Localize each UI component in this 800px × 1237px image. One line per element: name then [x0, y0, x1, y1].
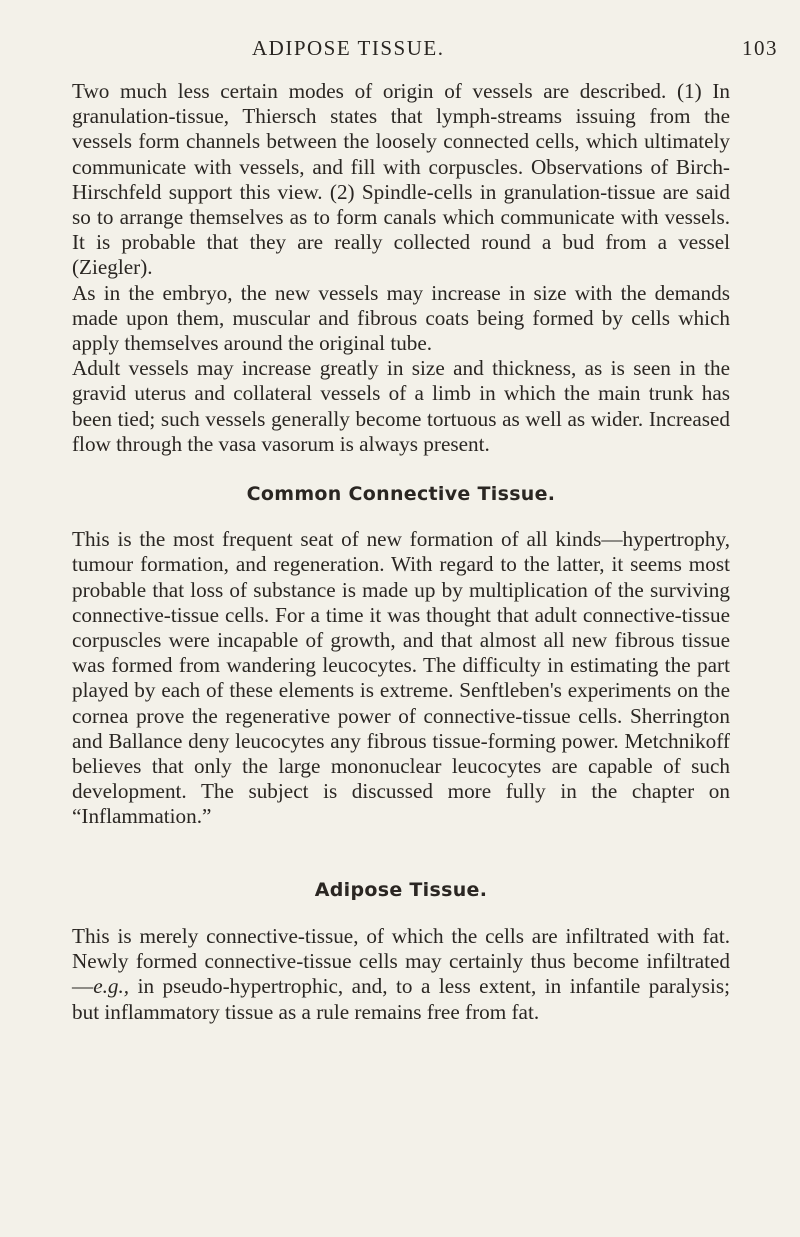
paragraph-embryo-vessels: As in the embryo, the new vessels may increase in size with the demands made upon them, muscular and fibrous coats being formed by cells which apply themselves around the original tube.	[72, 280, 730, 356]
paragraph-origin-modes: Two much less certain modes of origin of vessels are described. (1) In granulation-tissue, Thiersch states that lymph-streams issuing from the vessels form channels between the loosely connected cells, which ultimately communicate with vessels, and fill with corpuscles. Observations of Birch-Hirschfeld support this view. (2) Spindle-cells in granulation-tissue are said so to arrange themselves as to form canals which communicate with vessels. It is probable that they are really collected round a bud from a vessel (Ziegler).	[72, 79, 730, 280]
heading-common-connective-tissue: Common Connective Tissue.	[246, 483, 556, 506]
running-title: ADIPOSE TISSUE.	[252, 36, 445, 60]
adipose-text-emphasis: e.g.,	[93, 974, 130, 999]
adipose-text-end: in pseudo-hypertrophic, and, to a less extent, in infantile paralysis; but inflammatory tissue as a rule remains free from fat.	[72, 974, 730, 1024]
paragraph-adult-vessels: Adult vessels may increase greatly in size and thickness, as is seen in the gravid uterus and collateral vessels of a limb in which the main trunk has been tied; such vessels generally become tortuous as well as wider. Increased flow through the vasa vasorum is always present.	[72, 356, 730, 456]
adipose-text-start: This is merely connective-tissue, of which the cells are infiltrated with fat. Newly formed connective-tissue cells may certainly thus become infiltrated—	[72, 923, 730, 999]
page-number: 103	[742, 36, 778, 60]
body-text	[72, 79, 730, 1025]
paragraph-connective-tissue: This is the most frequent seat of new formation of all kinds—hypertrophy, tumour formation, and regeneration. With regard to the latter, it seems most probable that loss of substance is made up by multiplication of the surviving connective-tissue cells. For a time it was thought that adult connective-tissue corpuscles were incapable of growth, and that almost all new fibrous tissue was formed from wandering leucocytes. The difficulty in estimating the part played by each of these elements is extreme. Senftleben's experiments on the cornea prove the regenerative power of connective-tissue cells. Sherrington and Ballance deny leucocytes any fibrous tissue-forming power. Metchnikoff believes that only the large mononuclear leucocytes are capable of such development. The subject is discussed more fully in the chapter on “Inflammation.”	[72, 527, 730, 829]
paragraph-adipose-tissue	[72, 924, 730, 1025]
heading-adipose-tissue: Adipose Tissue.	[314, 878, 488, 901]
running-head	[0, 36, 800, 64]
